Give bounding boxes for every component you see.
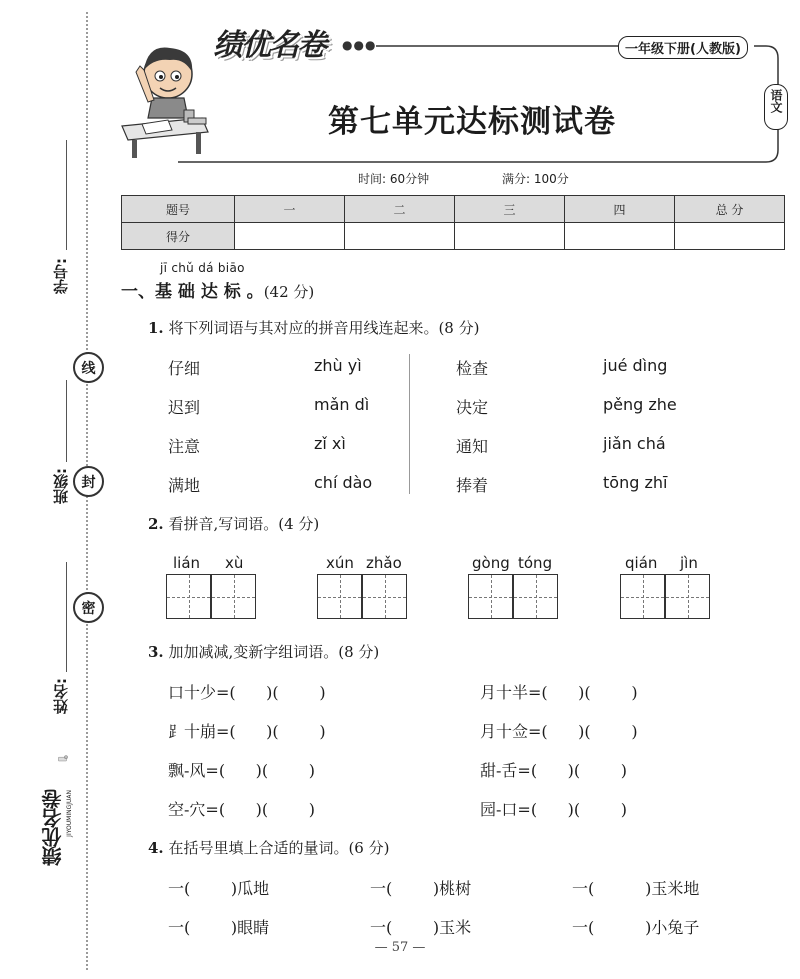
seal-mi: 密	[73, 592, 104, 623]
section-title	[121, 277, 314, 302]
score-table-col: 二	[345, 196, 455, 223]
subject-text: 语文	[769, 89, 783, 113]
match-pinyin[interactable]: zǐ xì	[314, 434, 346, 453]
score-table-row-label: 得分	[122, 223, 235, 250]
writing-box[interactable]	[317, 574, 362, 619]
box-pinyin: tóng	[518, 554, 553, 572]
score-table	[121, 195, 785, 250]
page-number: — 57 —	[374, 940, 426, 955]
score-cell[interactable]	[675, 223, 785, 250]
student-id-field[interactable]	[66, 140, 67, 250]
match-pinyin[interactable]: jiǎn chá	[603, 434, 666, 453]
question-4	[148, 837, 389, 858]
measure-word-item[interactable]: 一( )瓜地	[168, 879, 270, 898]
score-table-row-label: 题号	[122, 196, 235, 223]
score-table-col: 四	[565, 196, 675, 223]
student-id-label: 学号:	[52, 258, 70, 294]
equation-item[interactable]: ⻊十崩=( )( )	[168, 722, 326, 741]
brand-logo: 绩优名卷	[213, 28, 325, 63]
question-number: 2.	[148, 515, 164, 533]
question-number: 1.	[148, 319, 164, 337]
box-pinyin: lián	[173, 554, 201, 572]
question-3	[148, 641, 379, 662]
question-text: 在括号里填上合适的量词。(6 分)	[168, 839, 390, 857]
writing-box[interactable]	[620, 574, 665, 619]
page-title: 第七单元达标测试卷	[328, 104, 616, 140]
score-cell[interactable]	[565, 223, 675, 250]
class-field[interactable]	[66, 380, 67, 462]
score-table-col: 三	[455, 196, 565, 223]
section-score: (42 分)	[263, 283, 315, 301]
match-pinyin[interactable]: pěng zhe	[603, 395, 677, 414]
match-pinyin[interactable]: mǎn dì	[314, 395, 370, 414]
side-logo-text: 绩优名卷	[41, 790, 65, 866]
match-word[interactable]: 决定	[456, 398, 489, 417]
question-text: 看拼音,写词语。(4 分)	[168, 515, 320, 533]
section-pinyin: jī chǔ dá biāo	[160, 261, 245, 275]
box-pinyin: xù	[225, 554, 244, 572]
name-field[interactable]	[66, 562, 67, 672]
brand-dots: ●●●	[342, 38, 377, 52]
box-pinyin: qián	[625, 554, 658, 572]
match-word[interactable]: 仔细	[168, 359, 201, 378]
box-pinyin: jìn	[680, 554, 698, 572]
match-word[interactable]: 通知	[456, 437, 489, 456]
measure-word-item[interactable]: 一( )小兔子	[572, 918, 700, 937]
writing-box[interactable]	[166, 574, 211, 619]
question-number: 3.	[148, 643, 164, 661]
match-word[interactable]: 检查	[456, 359, 489, 378]
box-pinyin: zhǎo	[366, 554, 402, 572]
equation-item[interactable]: 空-穴=( )( )	[168, 800, 315, 819]
match-pinyin[interactable]: chí dào	[314, 473, 373, 492]
question-number: 4.	[148, 839, 164, 857]
score-table-score-row	[122, 223, 785, 250]
match-word[interactable]: 注意	[168, 437, 201, 456]
writing-box[interactable]	[513, 574, 558, 619]
match-word[interactable]: 迟到	[168, 398, 201, 417]
time-limit: 时间: 60分钟	[358, 172, 430, 186]
section-title-text: 一、基 础 达 标 。	[121, 282, 264, 302]
score-cell[interactable]	[345, 223, 455, 250]
full-score: 满分: 100分	[502, 172, 569, 186]
score-cell[interactable]	[235, 223, 345, 250]
question-2	[148, 513, 319, 534]
score-table-col: 总 分	[675, 196, 785, 223]
equation-item[interactable]: 甜-舌=( )( )	[480, 761, 627, 780]
equation-item[interactable]: 飘-风=( )( )	[168, 761, 315, 780]
match-pinyin[interactable]: jué dìng	[603, 356, 668, 375]
equation-item[interactable]: 月十佥=( )( )	[480, 722, 638, 741]
score-table-header-row	[122, 196, 785, 223]
side-logo-subtitle: JIYOUMINGJUAN	[66, 790, 73, 837]
name-label: 姓名:	[52, 678, 70, 714]
score-cell[interactable]	[455, 223, 565, 250]
writing-box[interactable]	[468, 574, 513, 619]
question-text: 将下列词语与其对应的拼音用线连起来。(8 分)	[168, 319, 480, 337]
measure-word-item[interactable]: 一( )玉米地	[572, 879, 700, 898]
equation-item[interactable]: 月十半=( )( )	[480, 683, 638, 702]
class-label: 班级:	[52, 468, 70, 504]
writing-box[interactable]	[665, 574, 710, 619]
box-pinyin: xún	[326, 554, 354, 572]
measure-word-item[interactable]: 一( )眼睛	[168, 918, 270, 937]
subject-tab	[764, 84, 788, 130]
measure-word-item[interactable]: 一( )玉米	[370, 918, 472, 937]
seal-feng: 封	[73, 466, 104, 497]
match-pinyin[interactable]: tōng zhī	[603, 473, 668, 492]
side-logo-mascot-icon	[38, 755, 88, 785]
match-word[interactable]: 捧着	[456, 476, 489, 495]
writing-box[interactable]	[211, 574, 256, 619]
grade-badge: 一年级下册(人教版)	[618, 36, 748, 59]
writing-box[interactable]	[362, 574, 407, 619]
question-1	[148, 317, 479, 338]
box-pinyin: gòng	[472, 554, 510, 572]
match-divider	[409, 354, 410, 494]
match-pinyin[interactable]: zhù yì	[314, 356, 362, 375]
match-word[interactable]: 满地	[168, 476, 201, 495]
equation-item[interactable]: 口十少=( )( )	[168, 683, 326, 702]
seal-xian: 线	[73, 352, 104, 383]
equation-item[interactable]: 园-口=( )( )	[480, 800, 627, 819]
score-table-col: 一	[235, 196, 345, 223]
measure-word-item[interactable]: 一( )桃树	[370, 879, 472, 898]
question-text: 加加减减,变新字组词语。(8 分)	[168, 643, 380, 661]
